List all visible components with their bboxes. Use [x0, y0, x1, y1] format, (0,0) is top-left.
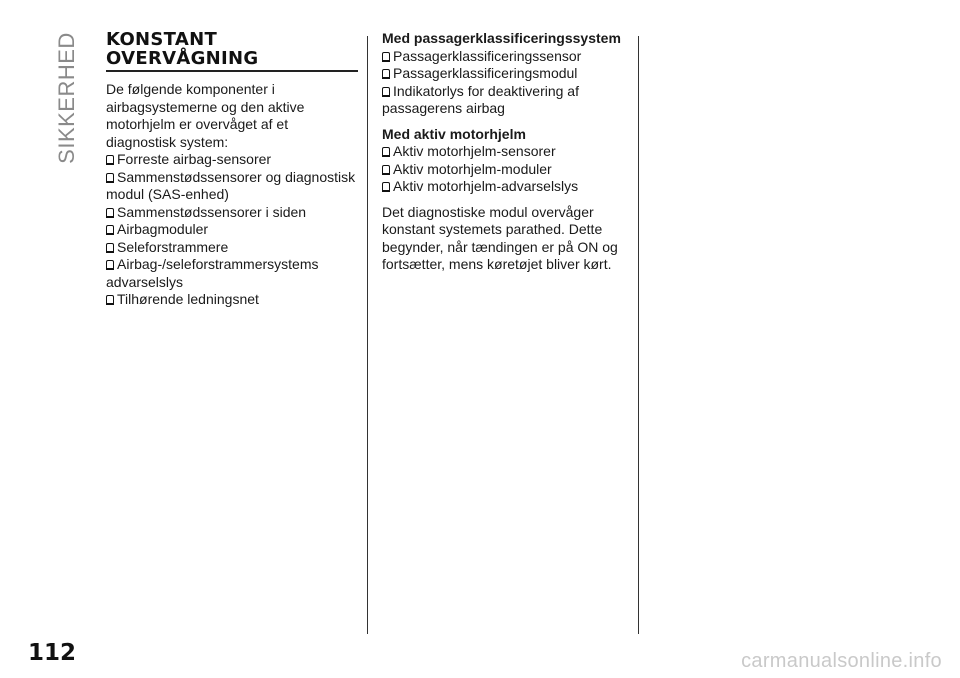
bullet-icon — [106, 260, 114, 270]
section-tab — [52, 30, 82, 165]
bullet-icon — [382, 182, 390, 192]
page-heading — [106, 30, 358, 68]
intro-paragraph: De følgende komponenter i airbagsystemerne og den aktive motorhjelm er overvåget af et diagnostisk system: — [106, 81, 305, 150]
watermark: carmanualsonline.info — [741, 650, 942, 672]
list-item: Passagerklassificeringssensor — [382, 48, 634, 66]
list-item: Forreste airbag-sensorer — [106, 151, 358, 169]
list-item: Tilhørende ledningsnet — [106, 291, 358, 309]
bullet-icon — [382, 87, 390, 97]
bullet-icon — [106, 173, 114, 183]
list-item: Aktiv motorhjelm-sensorer — [382, 143, 634, 161]
list-item: Seleforstrammere — [106, 239, 358, 257]
bullet-icon — [106, 225, 114, 235]
bullet-icon — [106, 243, 114, 253]
list-item: Sammenstødssensorer i siden — [106, 204, 358, 222]
heading-line-2: OVERVÅGNING — [106, 48, 259, 69]
bullet-icon — [106, 295, 114, 305]
list-item: Sammenstødssensorer og diagnostisk modul (SAS-enhed) — [106, 168, 356, 202]
list-item: Aktiv motorhjelm-advarselslys — [382, 178, 634, 196]
bullet-icon — [382, 52, 390, 62]
bullet-icon — [106, 208, 114, 218]
list-item: Indikatorlys for deaktivering af passagerens airbag — [382, 82, 579, 116]
heading-rule — [106, 70, 358, 72]
list-item: Airbag-/seleforstrammersystems advarselslys — [106, 256, 319, 290]
page-number: 112 — [28, 640, 77, 666]
heading-line-1: KONSTANT — [106, 29, 218, 50]
closing-paragraph: Det diagnostiske modul overvåger konstant systemets parathed. Dette begynder, når tændingen er på ON og fortsætter, mens køretøjet bliver kørt. — [382, 203, 618, 272]
bullet-icon — [382, 165, 390, 175]
active-hood-list — [382, 143, 634, 196]
subheading-active-hood: Med aktiv motorhjelm — [382, 125, 526, 142]
list-item: Aktiv motorhjelm-moduler — [382, 161, 634, 179]
component-list — [106, 151, 358, 309]
section-tab-label: SIKKERHED — [54, 31, 79, 164]
column-divider — [367, 36, 368, 634]
right-column — [382, 30, 634, 274]
bullet-icon — [106, 155, 114, 165]
passenger-classification-list — [382, 48, 634, 118]
bullet-icon — [382, 147, 390, 157]
column-divider — [638, 36, 639, 634]
bullet-icon — [382, 69, 390, 79]
list-item: Passagerklassificeringsmodul — [382, 65, 634, 83]
subheading-passenger-classification: Med passagerklassificeringssystem — [382, 30, 621, 46]
left-column — [106, 30, 358, 309]
list-item: Airbagmoduler — [106, 221, 358, 239]
